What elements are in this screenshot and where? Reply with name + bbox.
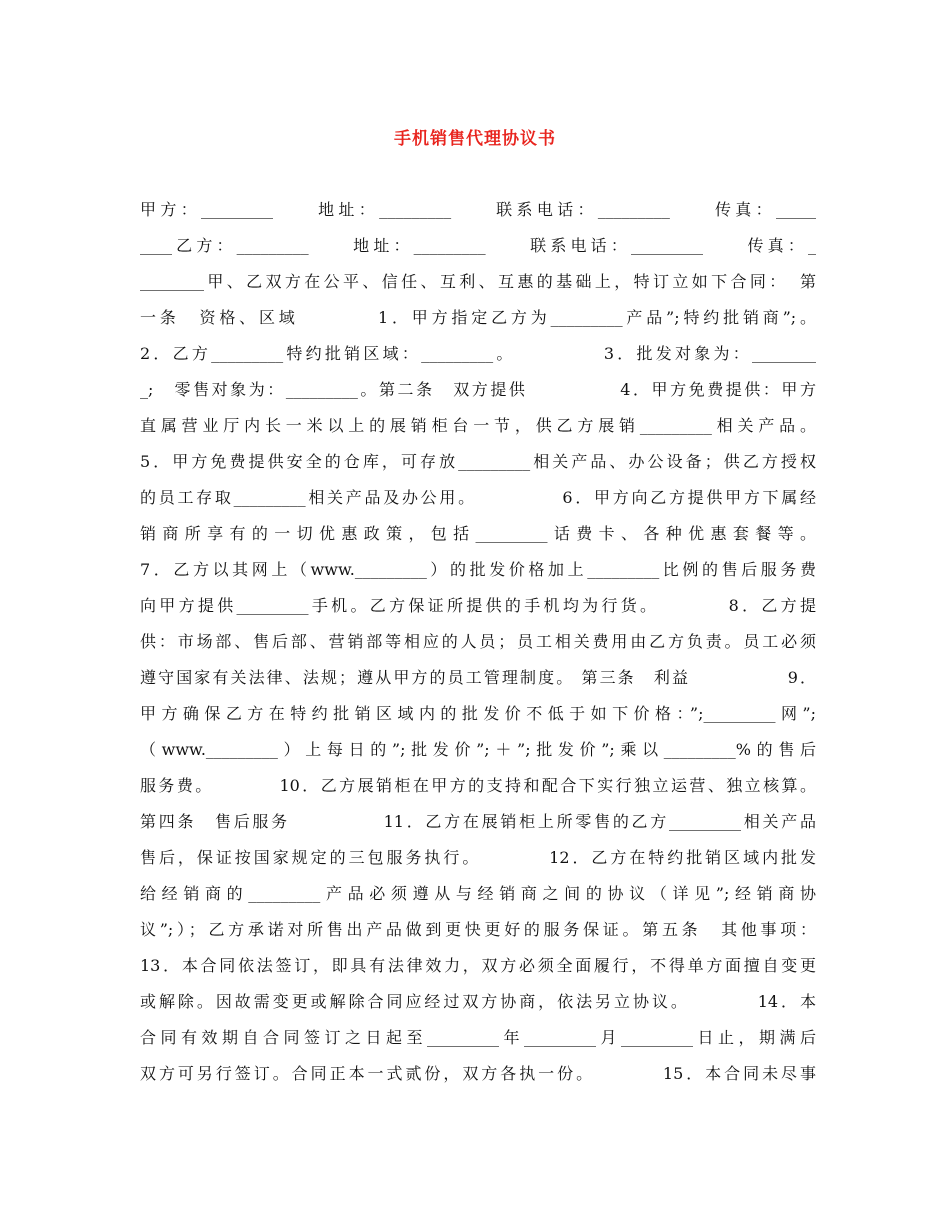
body-line: 服务费。 10．乙方展销柜在甲方的支持和配合下实行独立运营、独立核算。 [140,776,816,795]
body-line: 或解除。因故需变更或解除合同应经过双方协商，依法另立协议。 14．本 [140,992,816,1011]
body-line: 给经销商的_________产品必须遵从与经销商之间的协议（详见”;经销商协 [140,884,816,903]
document-body [140,192,816,1092]
body-line: 甲方：_________ 地址：_________ 联系电话：_________ 传真：_____ [140,200,816,219]
body-line: 合同有效期自合同签订之日起至_________年_________月_________日止，期满后 [140,1028,816,1047]
body-line: 13．本合同依法签订，即具有法律效力，双方必须全面履行，不得单方面擅自变更 [140,956,816,975]
body-line: 一条 资格、区域 1．甲方指定乙方为_________产品”;特约批销商”;。 [140,308,816,327]
body-line: _; 零售对象为：_________。第二条 双方提供 4．甲方免费提供：甲方 [140,380,816,399]
body-line: 的员工存取_________相关产品及办公用。 6．甲方向乙方提供甲方下属经 [140,488,816,507]
body-line: 遵守国家有关法律、法规；遵从甲方的员工管理制度。 第三条 利益 9． [140,668,816,687]
body-line: 5．甲方免费提供安全的仓库，可存放_________相关产品、办公设备；供乙方授权 [140,452,816,471]
body-line: 直属营业厅内长一米以上的展销柜台一节，供乙方展销_________相关产品。 [140,416,816,435]
body-line: 双方可另行签订。合同正本一式贰份，双方各执一份。 15．本合同未尽事 [140,1064,816,1083]
body-line: 向甲方提供_________手机。乙方保证所提供的手机均为行货。 8．乙方提 [140,596,816,615]
body-line: 议”;）；乙方承诺对所售出产品做到更快更好的服务保证。第五条 其他事项： [140,920,816,939]
body-line: 第四条 售后服务 11．乙方在展销柜上所零售的乙方_________相关产品 [140,812,816,831]
body-line: ____乙方：_________ 地址：_________ 联系电话：_________ 传真：_ [140,236,816,255]
body-line: 供：市场部、售后部、营销部等相应的人员；员工相关费用由乙方负责。员工必须 [140,632,816,651]
document-title: 手机销售代理协议书 [394,129,556,149]
body-line: 甲方确保乙方在特约批销区域内的批发价不低于如下价格：”;_________网”; [140,704,816,723]
body-line: ________甲、乙双方在公平、信任、互利、互惠的基础上，特订立如下合同： 第 [140,272,816,291]
body-line: 2．乙方_________特约批销区域：_________。 3．批发对象为：________ [140,344,816,363]
body-line: 售后，保证按国家规定的三包服务执行。 12．乙方在特约批销区域内批发 [140,848,816,867]
body-line: 销商所享有的一切优惠政策，包括_________话费卡、各种优惠套餐等。 [140,524,816,543]
body-line: 7．乙方以其网上（www._________）的批发价格加上_________比例的售后服务费 [140,560,816,579]
body-line: （www._________）上每日的”;批发价”;＋”;批发价”;乘以_________%的售后 [140,740,816,759]
